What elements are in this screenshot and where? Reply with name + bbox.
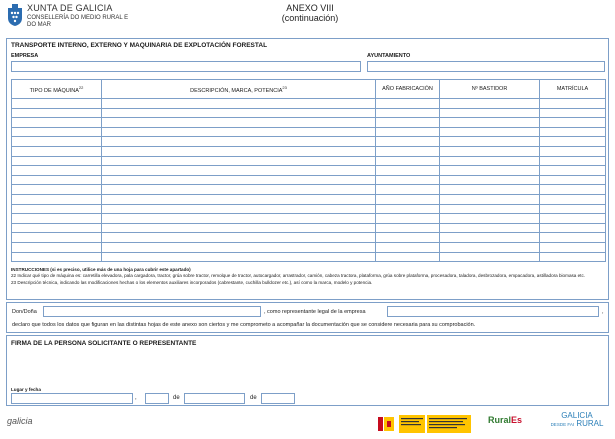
annex-title: ANEXO VIII <box>286 3 334 13</box>
table-cell[interactable] <box>540 99 606 109</box>
table-cell[interactable] <box>440 118 540 128</box>
table-cell[interactable] <box>440 194 540 204</box>
instructions <box>11 267 607 286</box>
table-cell[interactable] <box>102 252 376 262</box>
annex-subtitle: (continuación) <box>281 13 339 23</box>
table-row <box>12 185 606 195</box>
table-cell[interactable] <box>376 233 440 243</box>
table-row <box>12 214 606 224</box>
name-field[interactable] <box>43 306 261 317</box>
month-field[interactable] <box>184 393 245 404</box>
table-cell[interactable] <box>12 166 102 176</box>
table-cell[interactable] <box>376 252 440 262</box>
place-field[interactable] <box>11 393 133 404</box>
table-cell[interactable] <box>540 118 606 128</box>
organization-name: XUNTA DE GALICIA <box>27 3 113 13</box>
table-row <box>12 146 606 156</box>
table-cell[interactable] <box>540 214 606 224</box>
table-cell[interactable] <box>440 137 540 147</box>
machinery-table <box>11 79 606 262</box>
organization-department: CONSELLERÍA DO MEDIO RURAL E DO MAR <box>27 15 129 28</box>
table-cell[interactable] <box>102 156 376 166</box>
galicia-logo: galicia <box>7 416 33 426</box>
table-cell[interactable] <box>540 127 606 137</box>
table-row <box>12 194 606 204</box>
document-header <box>0 0 615 38</box>
table-cell[interactable] <box>540 194 606 204</box>
table-cell[interactable] <box>440 204 540 214</box>
ayuntamiento-field[interactable] <box>367 61 605 72</box>
table-cell[interactable] <box>376 146 440 156</box>
table-cell[interactable] <box>102 127 376 137</box>
representative-text: , como representante legal de la empresa <box>264 309 366 315</box>
rurales-text: Rural <box>488 415 512 425</box>
col-header-ano <box>376 80 440 99</box>
section-title: TRANSPORTE INTERNO, EXTERNO Y MAQUINARIA DE EXPLOTACIÓN FORESTAL <box>11 42 268 49</box>
de-text: de <box>250 395 257 401</box>
table-cell[interactable] <box>376 137 440 147</box>
table-cell[interactable] <box>12 156 102 166</box>
table-cell[interactable] <box>376 204 440 214</box>
rurales-es-text: Es <box>511 415 523 425</box>
table-cell[interactable] <box>12 99 102 109</box>
col-header-tipo <box>12 80 102 99</box>
table-row <box>12 252 606 262</box>
table-cell[interactable] <box>376 156 440 166</box>
col-header-matricula <box>540 80 606 99</box>
galicia-rural-logo <box>544 412 610 429</box>
table-cell[interactable] <box>12 252 102 262</box>
table-cell[interactable] <box>102 223 376 233</box>
signature-title: FIRMA DE LA PERSONA SOLICITANTE O REPRESENTANTE <box>11 340 197 347</box>
table-cell[interactable] <box>12 146 102 156</box>
table-cell[interactable] <box>12 223 102 233</box>
table-cell[interactable] <box>540 156 606 166</box>
table-cell[interactable] <box>376 242 440 252</box>
comma: , <box>135 395 137 401</box>
empresa-field[interactable] <box>11 61 361 72</box>
galicia-rural-small: DESDE FAI <box>550 422 575 427</box>
table-cell[interactable] <box>12 118 102 128</box>
machinery-section <box>6 38 609 300</box>
table-header-row <box>12 80 606 99</box>
table-cell[interactable] <box>376 185 440 195</box>
instructions-heading: INSTRUCCIONES (si es preciso, utilice más de una hoja para cubrir este apartado) <box>11 267 191 272</box>
table-cell[interactable] <box>12 137 102 147</box>
table-cell[interactable] <box>12 233 102 243</box>
table-cell[interactable] <box>376 214 440 224</box>
rurales-logo <box>488 415 522 425</box>
table-row <box>12 127 606 137</box>
table-cell[interactable] <box>376 99 440 109</box>
table-cell[interactable] <box>376 118 440 128</box>
table-cell[interactable] <box>102 194 376 204</box>
table-row <box>12 204 606 214</box>
table-cell[interactable] <box>376 175 440 185</box>
table-cell[interactable] <box>102 166 376 176</box>
col-header-label: Nº BASTIDOR <box>471 86 508 92</box>
table-cell[interactable] <box>440 233 540 243</box>
galicia-rural-bottom: RURAL <box>576 419 604 428</box>
table-cell[interactable] <box>440 166 540 176</box>
table-cell[interactable] <box>540 242 606 252</box>
instructions-note-23: 23 Descripción técnica, indicando las modificaciones hechas o los elementos auxiliares incorporados (cabrestante, cuchilla bulldozer etc.), así como la marca, modelo y potencia. <box>11 279 373 285</box>
table-cell[interactable] <box>102 242 376 252</box>
table-cell[interactable] <box>102 118 376 128</box>
col-header-label: AÑO FABRICACIÓN <box>382 86 433 92</box>
table-cell[interactable] <box>540 166 606 176</box>
empresa-label: EMPRESA <box>11 53 39 59</box>
table-row <box>12 223 606 233</box>
col-header-label: MATRÍCULA <box>556 86 589 92</box>
table-row <box>12 166 606 176</box>
table-cell[interactable] <box>102 99 376 109</box>
table-row <box>12 242 606 252</box>
footnote-ref: 22 <box>78 84 84 90</box>
place-date-label: Lugar y fecha <box>11 387 41 392</box>
table-cell[interactable] <box>102 185 376 195</box>
col-header-descripcion <box>102 80 376 99</box>
table-cell[interactable] <box>12 185 102 195</box>
table-cell[interactable] <box>102 137 376 147</box>
table-cell[interactable] <box>540 137 606 147</box>
col-header-label: TIPO DE MÁQUINA <box>29 87 79 94</box>
table-cell[interactable] <box>540 204 606 214</box>
table-cell[interactable] <box>440 175 540 185</box>
table-row <box>12 99 606 109</box>
machinery-table-body <box>12 99 606 262</box>
table-cell[interactable] <box>540 233 606 243</box>
table-cell[interactable] <box>376 166 440 176</box>
table-cell[interactable] <box>440 185 540 195</box>
table-cell[interactable] <box>376 194 440 204</box>
annex-heading <box>260 3 360 23</box>
table-cell[interactable] <box>102 108 376 118</box>
table-row <box>12 175 606 185</box>
table-cell[interactable] <box>440 127 540 137</box>
table-cell[interactable] <box>12 175 102 185</box>
table-cell[interactable] <box>12 204 102 214</box>
table-cell[interactable] <box>12 242 102 252</box>
table-cell[interactable] <box>440 252 540 262</box>
footnote-ref: 23 <box>282 84 287 90</box>
table-cell[interactable] <box>102 175 376 185</box>
col-header-bastidor <box>440 80 540 99</box>
table-cell[interactable] <box>12 108 102 118</box>
xunta-coat-of-arms-icon <box>6 3 24 27</box>
table-cell[interactable] <box>440 108 540 118</box>
table-cell[interactable] <box>540 108 606 118</box>
instructions-note-22: 22 Indicar qué tipo de máquina es: carretilla elevadora, pala cargadora, tractor, grúa sobre tractor, remolque de tractor, autocargador, arrastrador, camión, cabeza tractora, plataforma, grúa sobre plataforma, procesadora, taladora, desbrozadora, empacadora, astilladora biomasa etc. <box>11 273 586 279</box>
table-cell[interactable] <box>440 242 540 252</box>
table-cell[interactable] <box>102 204 376 214</box>
table-cell[interactable] <box>440 214 540 224</box>
table-row <box>12 118 606 128</box>
table-cell[interactable] <box>376 223 440 233</box>
table-cell[interactable] <box>540 146 606 156</box>
signature-section <box>6 335 609 406</box>
table-cell[interactable] <box>12 127 102 137</box>
table-row <box>12 137 606 147</box>
day-field[interactable] <box>145 393 169 404</box>
don-label: Don/Doña <box>12 309 37 315</box>
spain-government-logo-icon <box>376 413 471 435</box>
declaration-section <box>6 302 609 333</box>
footer <box>0 408 615 439</box>
year-field[interactable] <box>261 393 295 404</box>
table-cell[interactable] <box>540 223 606 233</box>
company-field[interactable] <box>387 306 599 317</box>
table-cell[interactable] <box>102 146 376 156</box>
table-cell[interactable] <box>12 194 102 204</box>
table-cell[interactable] <box>440 99 540 109</box>
table-row <box>12 233 606 243</box>
table-cell[interactable] <box>102 214 376 224</box>
ayuntamiento-label: AYUNTAMIENTO <box>367 53 411 59</box>
comma: , <box>602 309 604 315</box>
galicia-rural-top: GALICIA <box>561 411 593 420</box>
table-row <box>12 108 606 118</box>
table-cell[interactable] <box>102 233 376 243</box>
table-cell[interactable] <box>376 127 440 137</box>
table-cell[interactable] <box>540 175 606 185</box>
col-header-label: DESCRIPCIÓN, MARCA, POTENCIA <box>190 87 283 94</box>
table-row <box>12 156 606 166</box>
table-cell[interactable] <box>440 146 540 156</box>
declaration-text: declaro que todos los datos que figuran en las distintas hojas de este anexo son ciertos y me comprometo a acompañar la documentación que se considere necesaria para su comprobación. <box>12 322 476 328</box>
table-cell[interactable] <box>440 223 540 233</box>
de-text: de <box>173 395 180 401</box>
table-cell[interactable] <box>376 108 440 118</box>
table-cell[interactable] <box>540 185 606 195</box>
table-cell[interactable] <box>12 214 102 224</box>
table-cell[interactable] <box>440 156 540 166</box>
table-cell[interactable] <box>540 252 606 262</box>
